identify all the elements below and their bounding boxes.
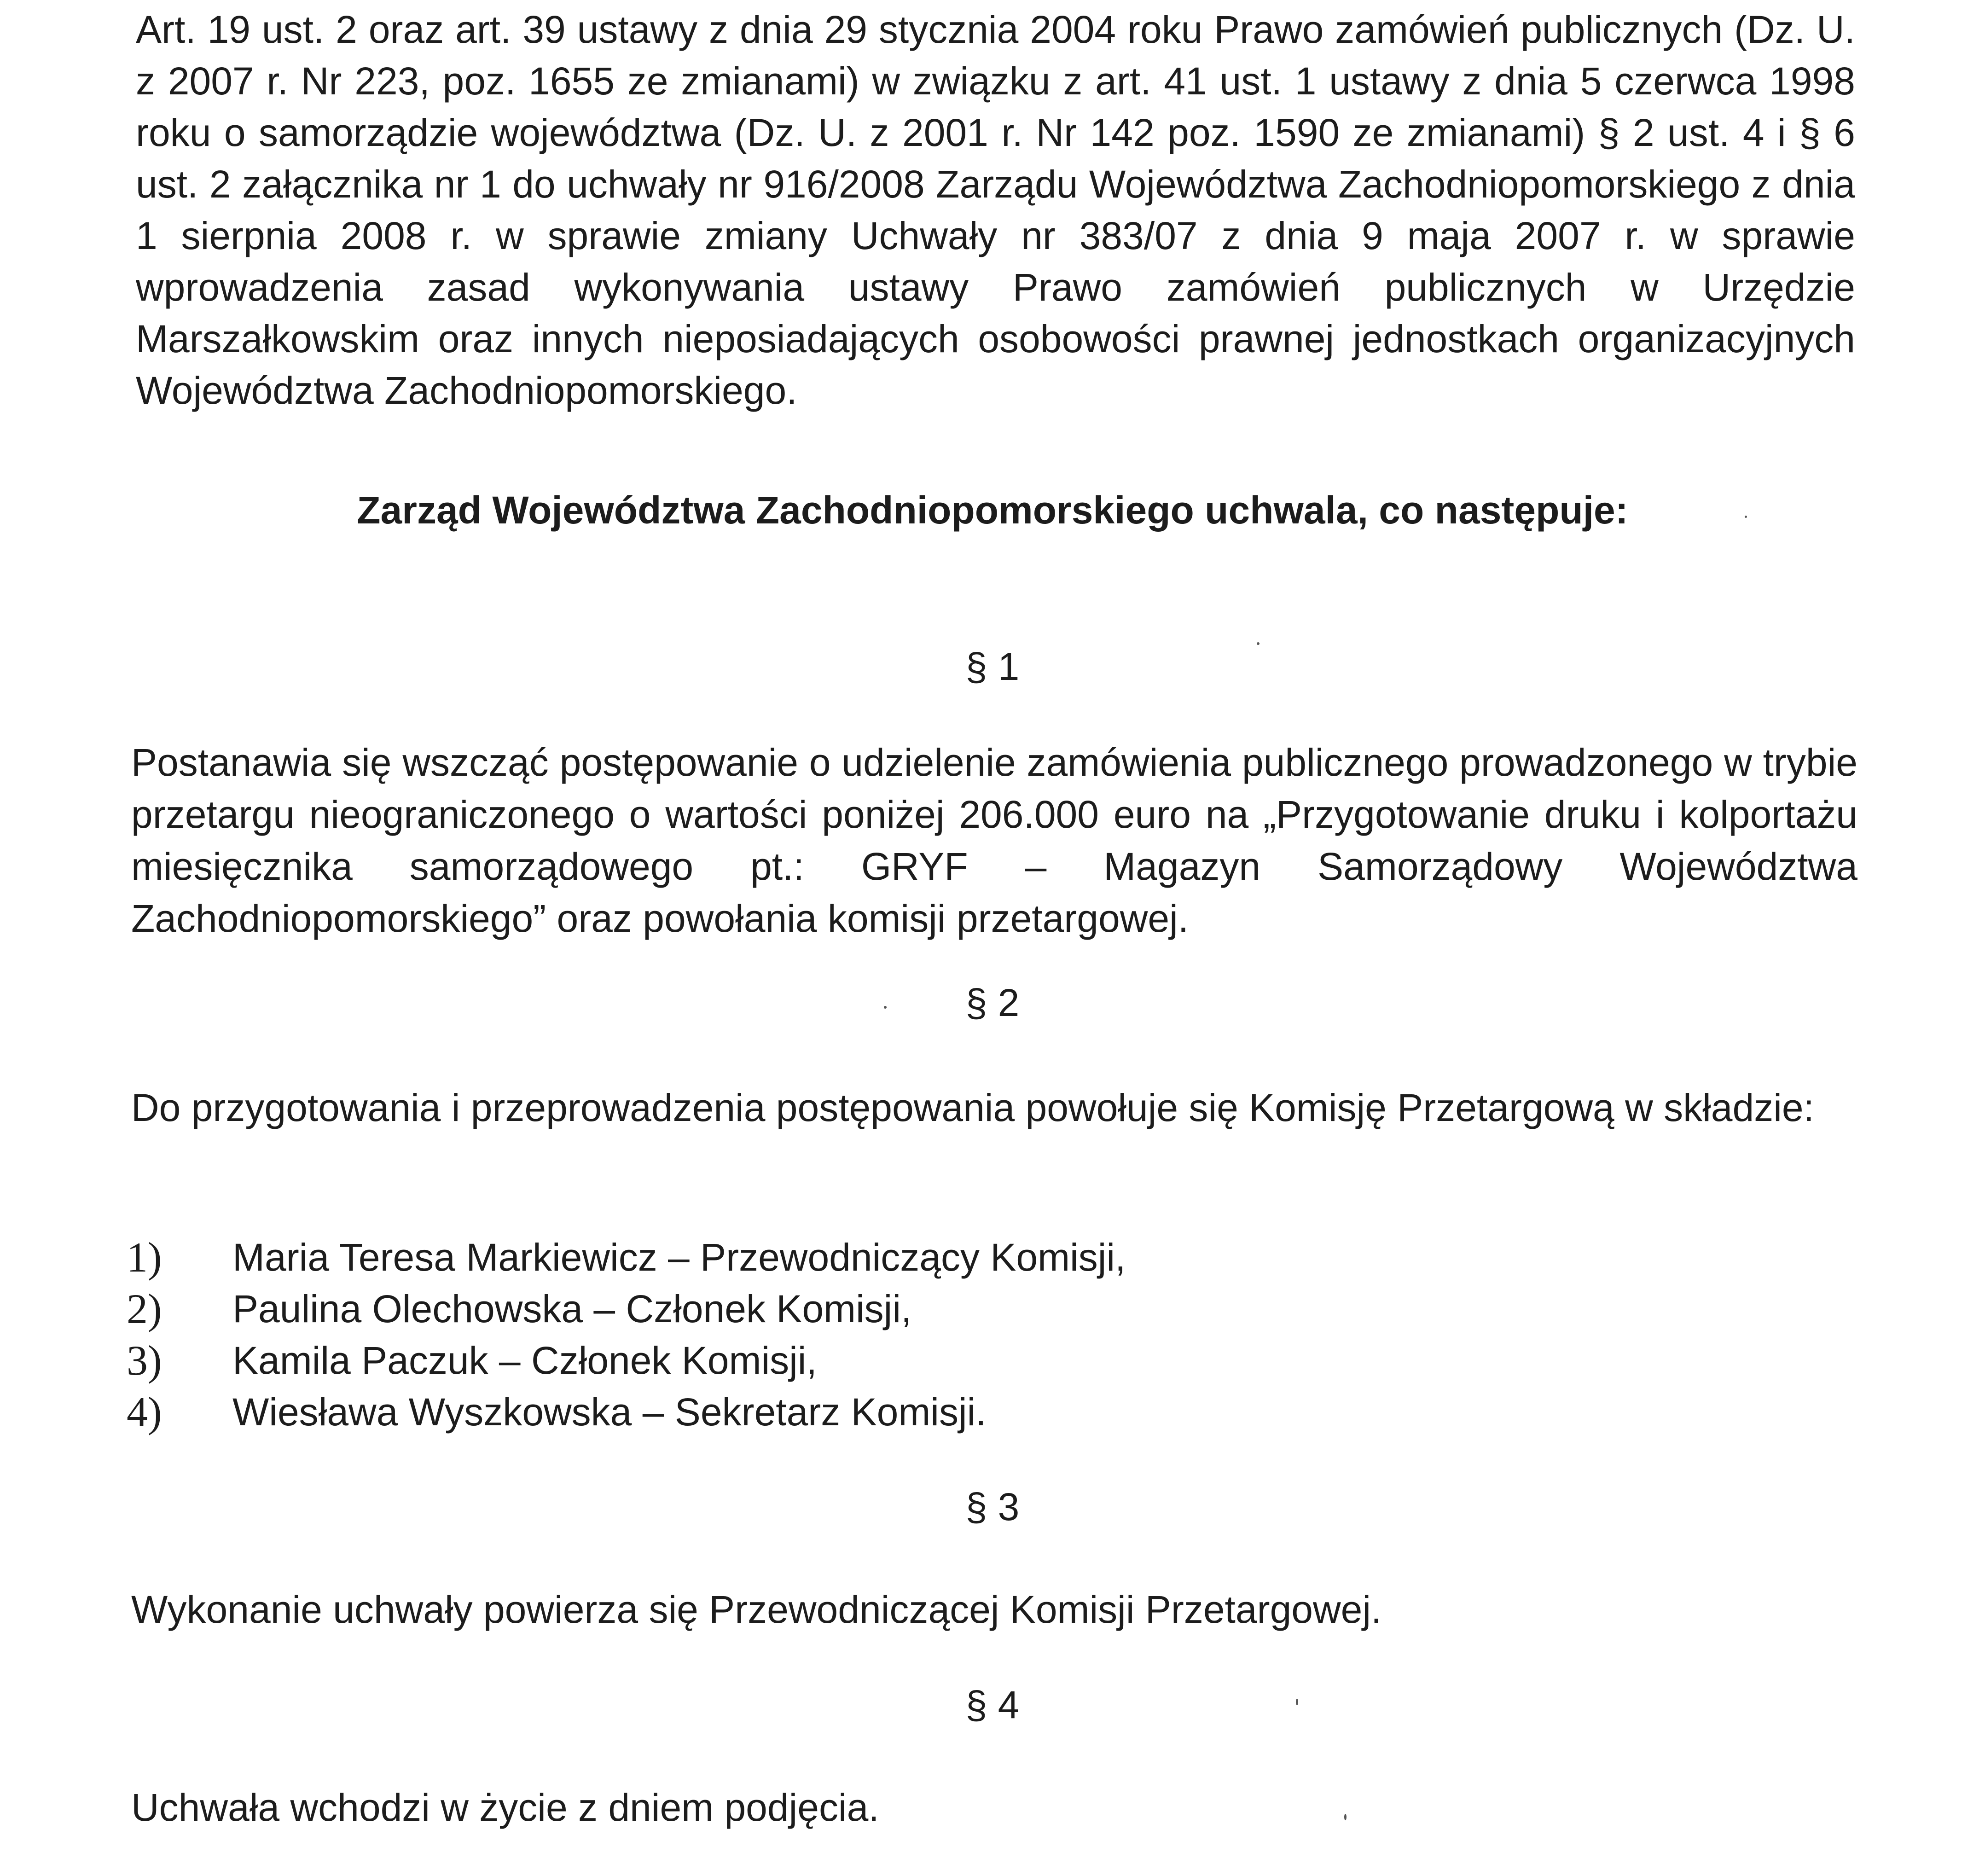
list-item-text: Kamila Paczuk – Członek Komisji, [232, 1338, 817, 1382]
decision-heading: Zarząd Województwa Zachodniopomorskiego uchwala, co następuje: [357, 488, 1628, 532]
section-1-mark: § 1 [965, 645, 1020, 688]
list-item [127, 1386, 1508, 1438]
list-item [127, 1335, 1508, 1386]
list-item-number: 3) [127, 1337, 162, 1384]
list-item-number: 1) [127, 1234, 162, 1281]
section-4-mark: § 4 [965, 1683, 1020, 1726]
scan-speck [884, 1006, 887, 1009]
scan-speck [1296, 1699, 1298, 1705]
list-item [127, 1283, 1508, 1335]
scan-speck [1257, 642, 1259, 645]
section-2-text: Do przygotowania i przeprowadzenia postępowania powołuje się Komisję Przetargową w składzie: [131, 1086, 1814, 1129]
list-item-text: Wiesława Wyszkowska – Sekretarz Komisji. [232, 1390, 987, 1434]
legal-basis-paragraph: Art. 19 ust. 2 oraz art. 39 ustawy z dnia 29 stycznia 2004 roku Prawo zamówień publicznych (Dz. U. z 2007 r. Nr 223, poz. 1655 ze zmianami) w związku z art. 41 ust. 1 ustawy z dnia 5 czerwca 1998 roku o samorządzie województwa (Dz. U. z 2001 r. Nr 142 poz. 1590 ze zmianami) § 2 ust. 4 i § 6 ust. 2 załącznika nr 1 do uchwały nr 916/2008 Zarządu Województwa Zachodniopomorskiego z dnia 1 sierpnia 2008 r. w sprawie zmiany Uchwały nr 383/07 z dnia 9 maja 2007 r. w sprawie wprowadzenia zasad wykonywania ustawy Prawo zamówień publicznych w Urzędzie Marszałkowskim oraz innych nieposiadających osobowości prawnej jednostkach organizacyjnych Województwa Zachodniopomorskiego. [136, 8, 1855, 412]
commission-members-list [127, 1231, 1508, 1438]
list-item-number: 4) [127, 1388, 162, 1435]
list-item-number: 2) [127, 1285, 162, 1332]
section-4-text: Uchwała wchodzi w życie z dniem podjęcia. [131, 1786, 879, 1829]
scan-speck [1344, 1814, 1347, 1820]
list-item-text: Maria Teresa Markiewicz – Przewodniczący Komisji, [232, 1235, 1126, 1279]
section-3-mark: § 3 [965, 1485, 1020, 1528]
list-item-text: Paulina Olechowska – Członek Komisji, [232, 1287, 912, 1330]
section-1-text: Postanawia się wszcząć postępowanie o udzielenie zamówienia publicznego prowadzonego w trybie przetargu nieograniczonego o wartości poniżej 206.000 euro na „Przygotowanie druku i kolportażu miesięcznika samorządowego pt.: GRYF – Magazyn Samorządowy Województwa Zachodniopomorskiego” oraz powołania komisji przetargowej. [131, 741, 1857, 940]
list-item [127, 1231, 1508, 1283]
section-3-text: Wykonanie uchwały powierza się Przewodniczącej Komisji Przetargowej. [131, 1588, 1382, 1631]
section-2-mark: § 2 [965, 981, 1020, 1024]
scan-speck [1745, 516, 1747, 518]
